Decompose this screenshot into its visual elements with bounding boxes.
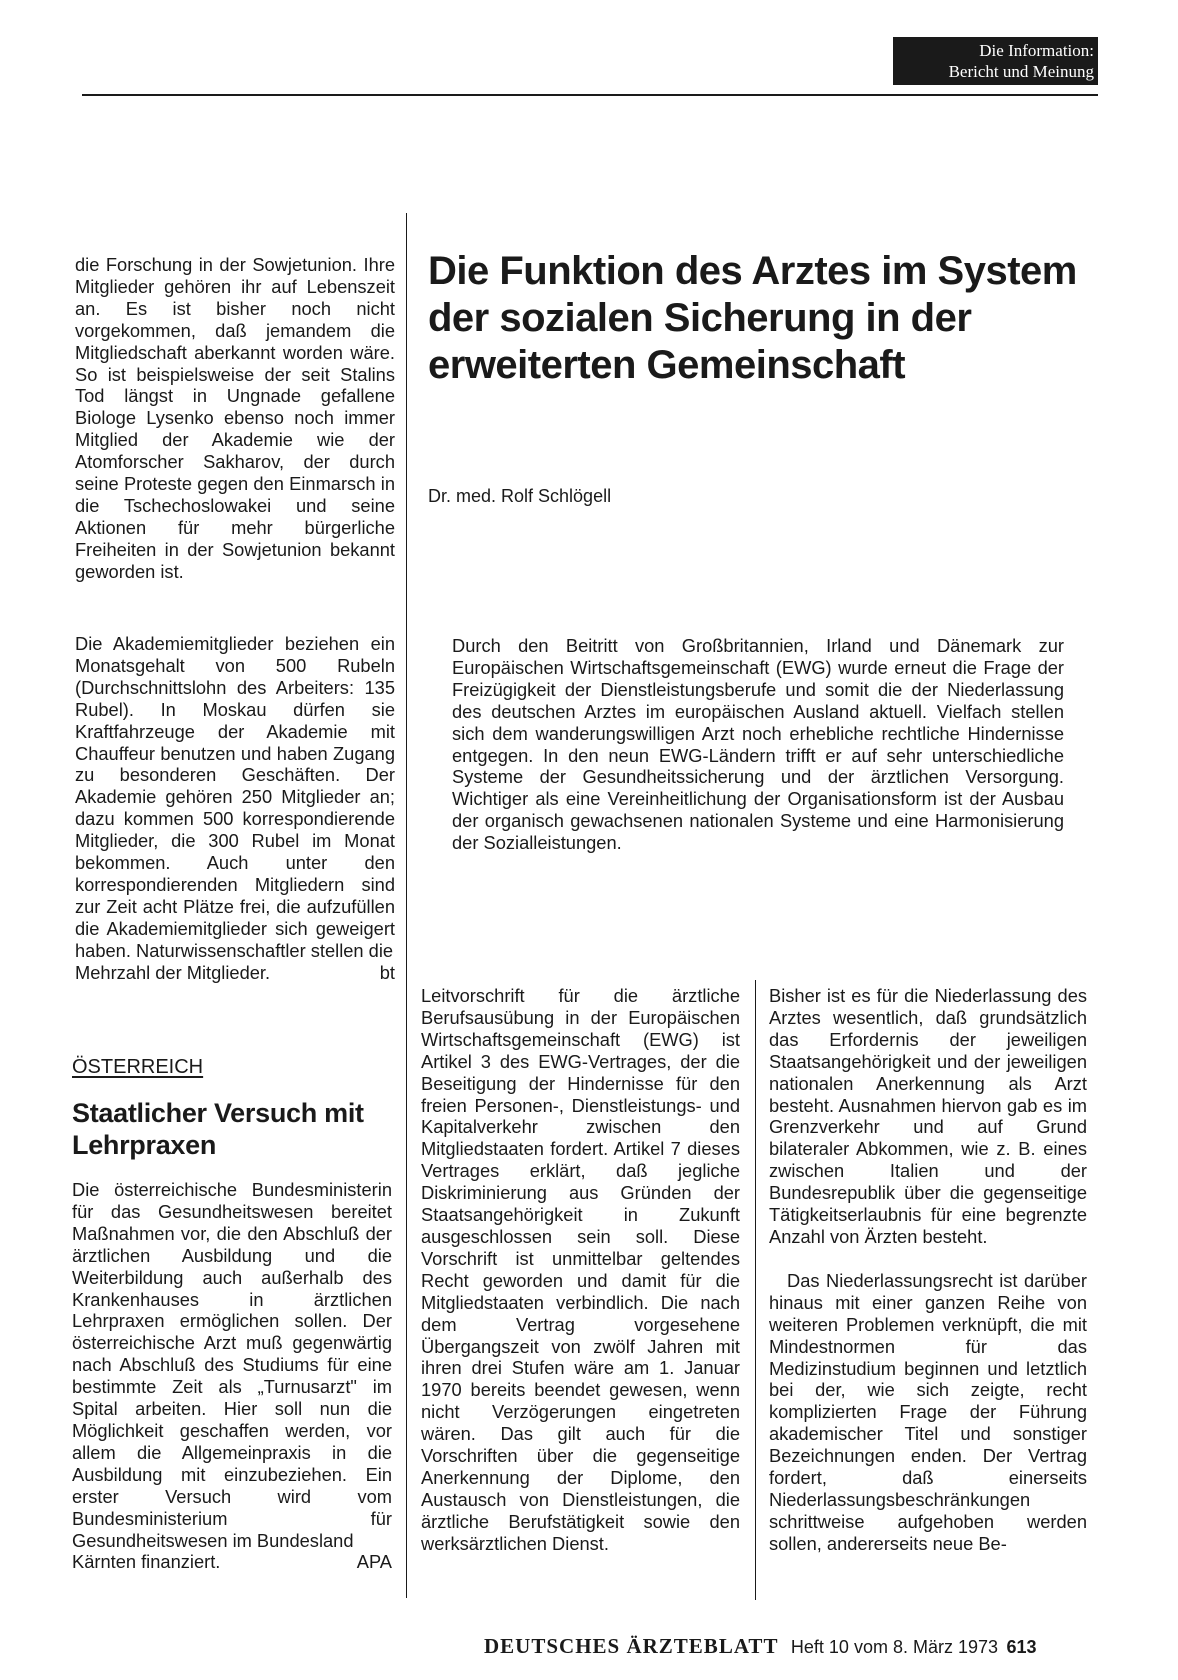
left-paragraph-2-last-line xyxy=(75,962,395,984)
section-label-line1: Die Information: xyxy=(979,41,1094,60)
left-paragraph-3-end: Kärnten finanziert. xyxy=(72,1551,221,1573)
right-column-paragraph-1: Bisher ist es für die Niederlassung des Arztes wesentlich, daß grundsätzlich das Erfordernis der jeweiligen Staatsangehörigkeit und der jeweiligen nationalen Anerkennung als Arzt besteht. Ausnahmen hiervon gab es im Grenzverkehr und auf Grund bilateraler Abkommen, wie z. B. eines zwischen Italien und der Bundesrepublik über die gegenseitige Tätigkeitserlaubnis für eine begrenzte Anzahl von Ärzten besteht. xyxy=(769,985,1087,1247)
right-column-paragraph-2: Das Niederlassungsrecht ist darüber hinaus mit einer ganzen Reihe von weiteren Problemen verknüpft, die mit Mindestnormen für das Medizinstudium beginnen und letztlich bei der, wie sich zeigte, recht komplizierten Frage der Führung akademischer Titel und sonstiger Bezeichnungen enden. Der Vertrag fordert, daß einerseits Niederlassungsbeschränkungen schrittweise aufgehoben werden sollen, andererseits neue Be- xyxy=(769,1269,1087,1554)
article-title: Die Funktion des Arztes im System der sozialen Sicherung in der erweiterten Gemeinschaft xyxy=(428,249,1077,387)
austria-subheadline: Staatlicher Versuch mit Lehrpraxen xyxy=(72,1098,364,1160)
journal-name: DEUTSCHES ÄRZTEBLATT xyxy=(484,1634,779,1658)
section-label-box xyxy=(893,37,1098,85)
column-divider-left xyxy=(406,213,407,1598)
page-number: 613 xyxy=(1006,1637,1037,1657)
header-rule xyxy=(82,94,1098,96)
section-heading-austria: ÖSTERREICH xyxy=(72,1056,204,1078)
left-column-academy xyxy=(75,633,395,984)
page-footer xyxy=(484,1634,1037,1659)
left-paragraph-2-end: Mehrzahl der Mitglieder. xyxy=(75,961,271,983)
article-lead: Durch den Beitritt von Großbritannien, Irland und Dänemark zur Europäischen Wirtschaftsgemeinschaft (EWG) wurde erneut die Frage der Freizügigkeit der Dienstleistungsberufe und somit die der Niederlassung des deutschen Arztes im europäischen Ausland aktuell. Vielfach stellen sich dem wanderungswilligen Arzt noch erhebliche rechtliche Hindernisse entgegen. In den neun EWG-Ländern trifft er auf sehr unterschiedliche Systeme der Gesundheitssicherung und der ärztlichen Versorgung. Wichtiger als eine Vereinheitlichung der Organisationsform ist der Ausbau der organisch gewachsenen nationalen Systeme und eine Harmonisierung der Sozialleistungen. xyxy=(452,635,1064,854)
column-divider-right xyxy=(755,980,756,1600)
left-column-top xyxy=(75,254,395,583)
left-paragraph-3-last-line xyxy=(72,1551,392,1573)
section-label-line2: Bericht und Meinung xyxy=(948,62,1094,81)
article-body-right xyxy=(769,985,1087,1555)
left-paragraph-2-signature: bt xyxy=(379,961,395,983)
left-paragraph-2: Die Akademiemitglieder beziehen ein Monatsgehalt von 500 Rubeln (Durchschnittslohn des Arbeiters: 135 Rubel). In Moskau dürfen sie Kraftfahrzeuge der Akademie mit Chauffeur benutzen und haben Zugang zu besonderen Geschäften. Der Akademie gehören 250 Mitglieder an; dazu kommen 500 korrespondierende Mitglieder, die 300 Rubel im Monat bekommen. Auch unter den korrespondierenden Mitgliedern sind zur Zeit acht Plätze frei, die aufzufüllen die Akademiemitglieder sich geweigert haben. Naturwissenschaftler stellen die xyxy=(75,633,395,961)
left-column-austria xyxy=(72,1179,392,1573)
article-body-middle xyxy=(421,985,740,1555)
middle-column-paragraph: Leitvorschrift für die ärztliche Berufsausübung in der Europäischen Wirtschaftsgemeinschaft (EWG) ist Artikel 3 des EWG-Vertrages, der die Beseitigung der Hindernisse für den freien Personen-, Dienstleistungs- und Kapitalverkehr zwischen den Mitgliedstaaten fordert. Artikel 7 dieses Vertrages erklärt, daß jegliche Diskriminierung aus Gründen der Staatsangehörigkeit in Zukunft ausgeschlossen sein soll. Diese Vorschrift ist unmittelbar geltendes Recht geworden und damit für die Mitgliedstaaten verbindlich. Die nach dem Vertrag vorgesehene Übergangszeit von zwölf Jahren mit ihren drei Stufen wäre am 1. Januar 1970 bereits beendet gewesen, wenn nicht Verzögerungen eingetreten wären. Das gilt auch für die Vorschriften über die gegenseitige Anerkennung der Diplome, den Austausch von Dienstleistungen, die ärztliche Berufstätigkeit sowie den werksärztlichen Dienst. xyxy=(421,985,740,1554)
issue-info: Heft 10 vom 8. März 1973 xyxy=(790,1637,999,1657)
article-author: Dr. med. Rolf Schlögell xyxy=(428,486,612,506)
left-paragraph-1: die Forschung in der Sowjetunion. Ihre Mitglieder gehören ihr auf Lebenszeit an. Es ist bisher noch nicht vorgekommen, daß jemandem die Mitgliedschaft aberkannt worden wäre. So ist beispielsweise der seit Stalins Tod längst in Ungnade gefallene Biologe Lysenko ebenso noch immer Mitglied der Akademie wie der Atomforscher Sakharov, der durch seine Proteste gegen den Einmarsch in die Tschechoslowakei und seine Aktionen für mehr bürgerliche Freiheiten in der Sowjetunion bekannt geworden ist. xyxy=(75,254,395,582)
left-paragraph-3-signature: APA xyxy=(356,1551,392,1573)
left-paragraph-3: Die österreichische Bundesministerin für das Gesundheitswesen bereitet Maßnahmen vor, die den Abschluß der ärztlichen Ausbildung und die Weiterbildung auch außerhalb des Krankenhauses in ärztlichen Lehrpraxen ermöglichen sollen. Der österreichische Arzt muß gegenwärtig nach Abschluß des Studiums für eine bestimmte Zeit als „Turnusarzt" im Spital arbeiten. Hier soll nun die Möglichkeit geschaffen werden, vor allem die Allgemeinpraxis in die Ausbildung mit einzubeziehen. Ein erster Versuch wird vom Bundesministerium für Gesundheitswesen im Bundesland xyxy=(72,1179,392,1551)
